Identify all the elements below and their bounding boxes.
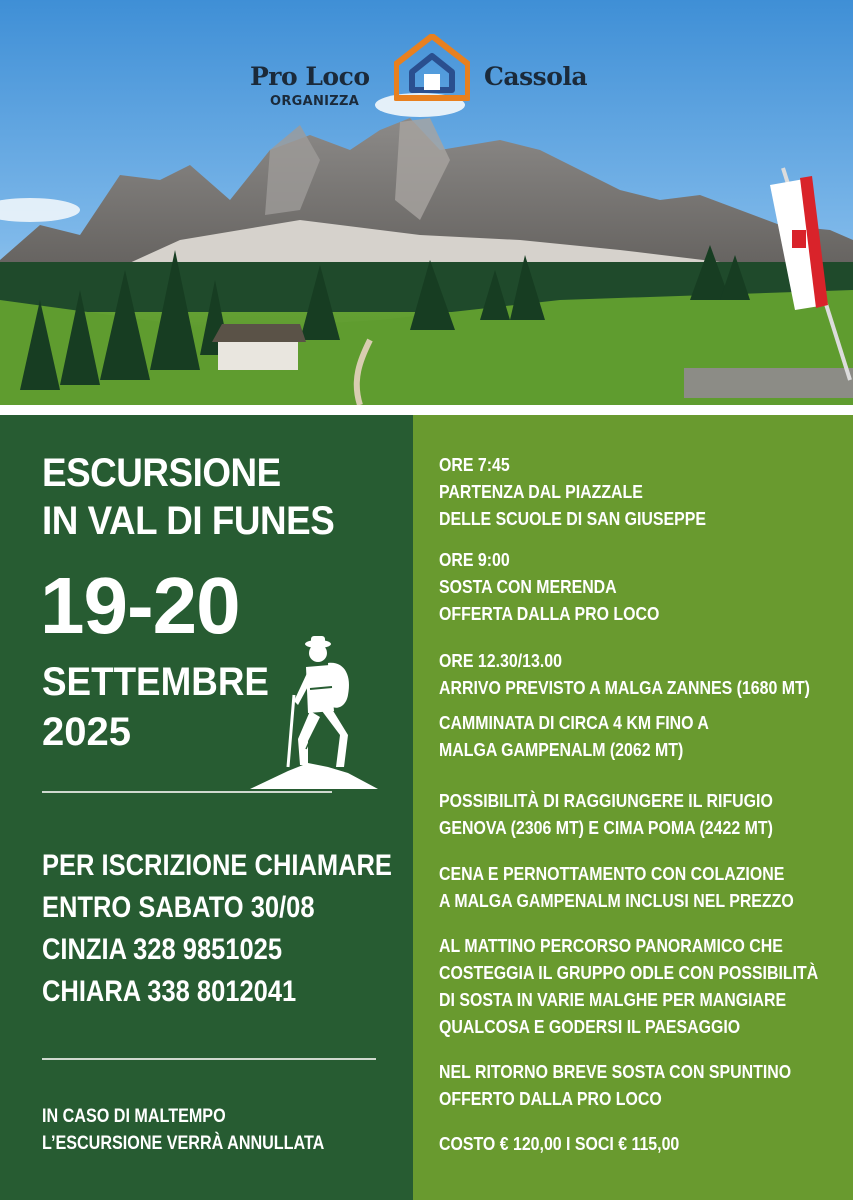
house-logo-icon [394,34,470,102]
pro-loco-cassola-logo [250,34,610,114]
contact-line2: ENTRO SABATO 30/08 [42,891,315,924]
program-line: DI SOSTA IN VARIE MALGHE PER MANGIARE [439,989,787,1010]
weather-note [42,1103,324,1157]
contact-line4: CHIARA 338 8012041 [42,975,297,1008]
program-line: OFFERTO DALLA PRO LOCO [439,1088,662,1109]
program-line: CAMMINATA DI CIRCA 4 KM FINO A [439,712,709,733]
logo-text-right: Cassola [484,62,588,91]
program-line: AL MATTINO PERCORSO PANORAMICO CHE [439,935,783,956]
program-line: OFFERTA DALLA PRO LOCO [439,603,660,624]
program-panel [413,415,853,1200]
program-line: MALGA GAMPENALM (2062 MT) [439,739,684,760]
program-line: COSTEGGIA IL GRUPPO ODLE CON POSSIBILITÀ [439,962,819,983]
program-item [439,709,709,763]
contact-line1: PER ISCRIZIONE CHIAMARE [42,849,392,882]
program-item [439,546,659,627]
event-month: SETTEMBRE [42,660,269,704]
program-item [439,1058,791,1112]
event-title [42,449,334,545]
event-year: 2025 [42,710,131,754]
logo-subtitle: ORGANIZZA [270,94,360,109]
divider-line [42,791,332,793]
program-line: DELLE SCUOLE DI SAN GIUSEPPE [439,508,706,529]
price-line: COSTO € 120,00 I SOCI € 115,00 [439,1133,680,1154]
program-line: ORE 12.30/13.00 [439,650,562,671]
divider-line [42,1058,376,1060]
weather-note-line1: IN CASO DI MALTEMPO [42,1106,226,1127]
price-info [439,1130,679,1157]
logo-text-left: Pro Loco [250,62,370,91]
weather-note-line2: L’ESCURSIONE VERRÀ ANNULLATA [42,1133,325,1154]
program-item [439,787,773,841]
contact-line3: CINZIA 328 9851025 [42,933,283,966]
program-line: SOSTA CON MERENDA [439,576,617,597]
program-line: A MALGA GAMPENALM INCLUSI NEL PREZZO [439,890,794,911]
hero-photo [0,0,853,405]
program-line: NEL RITORNO BREVE SOSTA CON SPUNTINO [439,1061,792,1082]
program-line: POSSIBILITÀ DI RAGGIUNGERE IL RIFUGIO [439,790,773,811]
program-item [439,860,794,914]
event-title-line2: IN VAL DI FUNES [42,499,335,543]
event-dates: 19-20 [40,561,240,650]
program-line: CENA E PERNOTTAMENTO CON COLAZIONE [439,863,785,884]
program-item [439,932,818,1040]
program-line: ARRIVO PREVISTO A MALGA ZANNES (1680 MT) [439,677,810,698]
program-line: PARTENZA DAL PIAZZALE [439,481,643,502]
white-separator [0,405,853,415]
hiker-icon [248,631,380,791]
program-item [439,451,706,532]
registration-contact [42,845,392,1013]
program-line: ORE 7:45 [439,454,510,475]
program-item [439,647,810,701]
event-title-line1: ESCURSIONE [42,451,281,495]
program-line: ORE 9:00 [439,549,510,570]
program-line: GENOVA (2306 MT) E CIMA POMA (2422 MT) [439,817,773,838]
program-line: QUALCOSA E GODERSI IL PAESAGGIO [439,1016,741,1037]
event-info-panel [0,415,413,1200]
